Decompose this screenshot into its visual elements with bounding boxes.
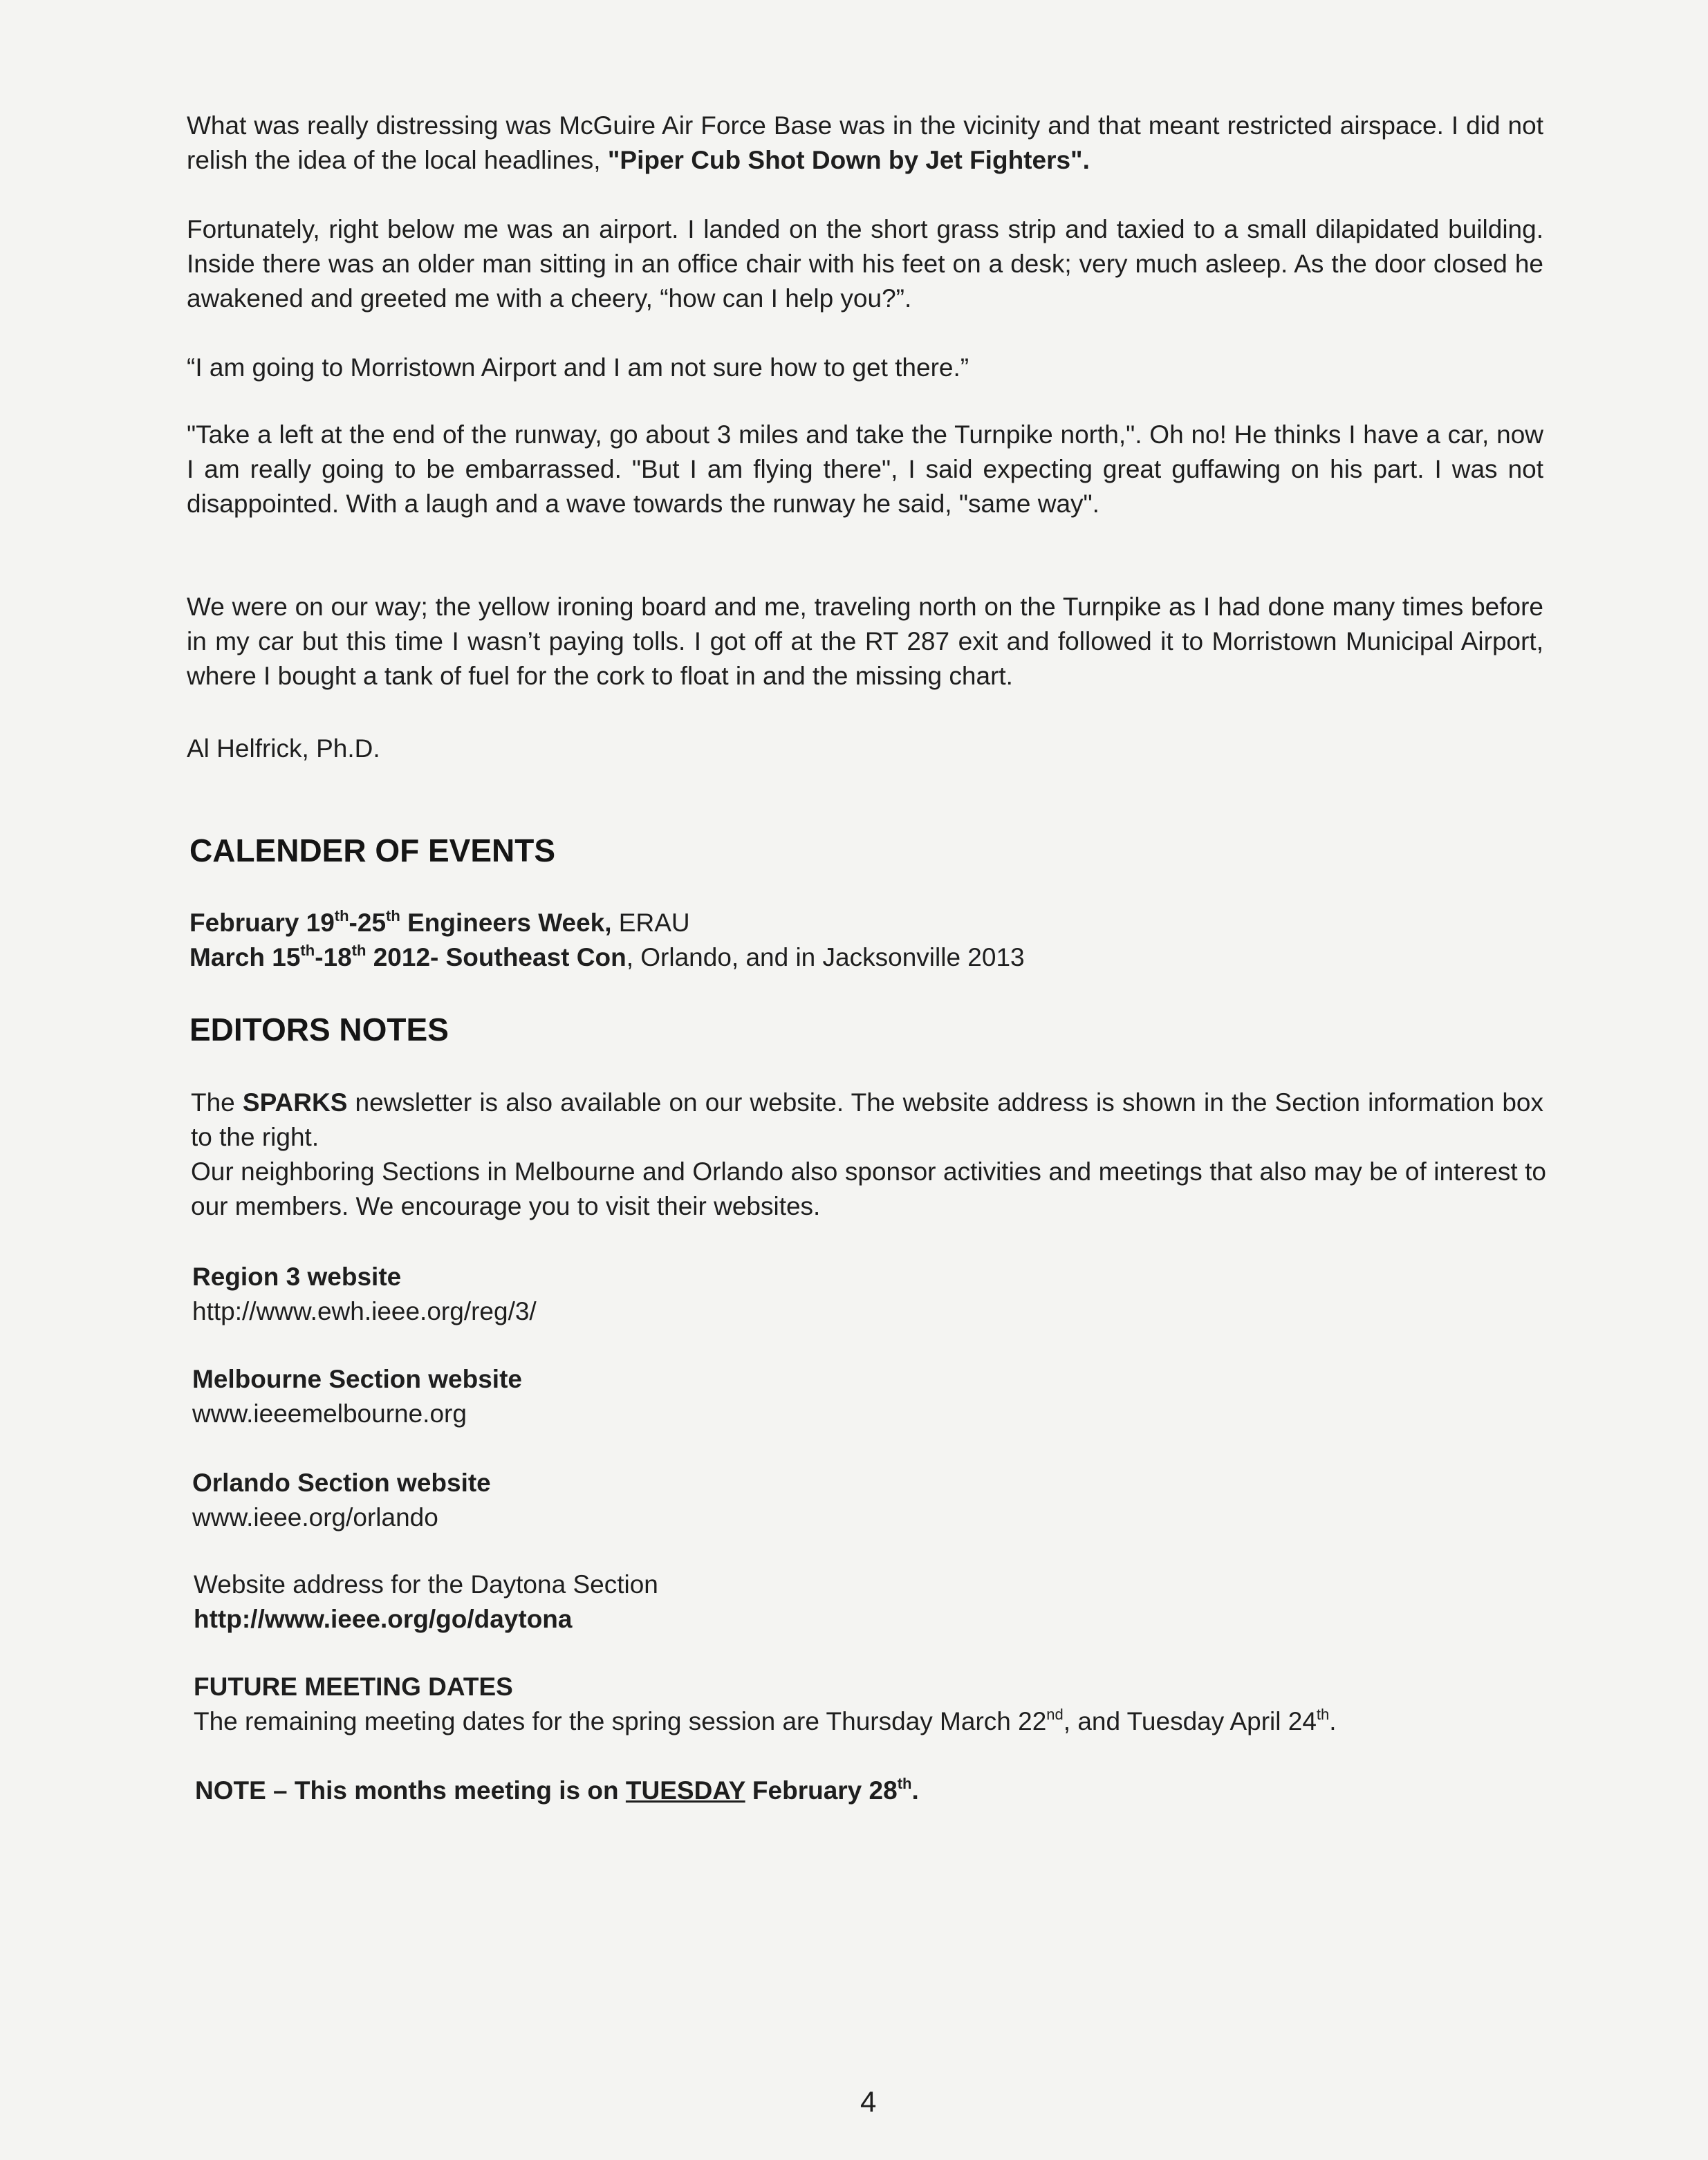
calendar-event-engineers-week: February 19th-25th Engineers Week, ERAU xyxy=(189,907,690,937)
story-paragraph-4: "Take a left at the end of the runway, go about 3 miles and take the Turnpike north,". Oh no! He thinks I have a car, now I am really going to be embarrassed. "But I am flying there", I said expecting great guffawing on his part. I was not disappointed. With a laugh and a wave towards the runway he said, "same way". xyxy=(187,420,1543,518)
melbourne-url[interactable]: www.ieeemelbourne.org xyxy=(192,1399,467,1428)
fictional-headline: "Piper Cub Shot Down by Jet Fighters". xyxy=(607,146,1090,174)
meeting-day-underlined: TUESDAY xyxy=(625,1776,745,1805)
orlando-url[interactable]: www.ieee.org/orlando xyxy=(192,1503,438,1531)
calendar-heading: CALENDER OF EVENTS xyxy=(189,832,556,868)
story-paragraph-3: “I am going to Morristown Airport and I am not sure how to get there.” xyxy=(187,353,969,382)
story-paragraph-1 xyxy=(187,109,1543,178)
region3-url[interactable]: http://www.ewh.ieee.org/reg/3/ xyxy=(192,1297,537,1325)
orlando-label: Orlando Section website xyxy=(192,1469,491,1497)
author-signature: Al Helfrick, Ph.D. xyxy=(187,734,380,763)
story-paragraph-1-text: What was really distressing was McGuire Air Force Base was in the vicinity and that meant restricted airspace. I did not relish the idea of the local headlines, xyxy=(187,111,1543,174)
story-paragraph-5: We were on our way; the yellow ironing board and me, traveling north on the Turnpike as I had done many times before in my car but this time I wasn’t paying tolls. I got off at the RT 287 exit and followed it to Morristown Municipal Airport, where I bought a tank of fuel for the cork to float in and the missing chart. xyxy=(187,593,1543,690)
future-meetings-text: The remaining meeting dates for the spring session are Thursday March 22nd, and Tuesday April 24th. xyxy=(194,1706,1337,1735)
editors-notes-heading: EDITORS NOTES xyxy=(189,1012,449,1048)
sparks-newsletter-name: SPARKS xyxy=(242,1088,348,1117)
editors-paragraph-2: Our neighboring Sections in Melbourne and Orlando also sponsor activities and meetings that also may be of interest to our members. We encourage you to visit their websites. xyxy=(191,1157,1546,1220)
editors-paragraph-1: The SPARKS newsletter is also available on our website. The website address is shown in the Section information box to the right. xyxy=(191,1088,1543,1151)
region3-label: Region 3 website xyxy=(192,1263,402,1291)
daytona-label: Website address for the Daytona Section xyxy=(194,1570,658,1599)
future-meetings-heading: FUTURE MEETING DATES xyxy=(194,1673,513,1701)
meeting-note: NOTE – This months meeting is on TUESDAY February 28th. xyxy=(195,1775,919,1805)
calendar-event-southeast-con: March 15th-18th 2012- Southeast Con, Orlando, and in Jacksonville 2013 xyxy=(189,942,1025,971)
story-paragraph-2: Fortunately, right below me was an airport. I landed on the short grass strip and taxied to a small dilapidated building. Inside there was an older man sitting in an office chair with his feet on a desk; very much asleep. As the door closed he awakened and greeted me with a cheery, “how can I help you?”. xyxy=(187,215,1543,313)
page-number: 4 xyxy=(860,2085,877,2118)
melbourne-label: Melbourne Section website xyxy=(192,1365,522,1393)
daytona-url[interactable]: http://www.ieee.org/go/daytona xyxy=(194,1605,573,1633)
